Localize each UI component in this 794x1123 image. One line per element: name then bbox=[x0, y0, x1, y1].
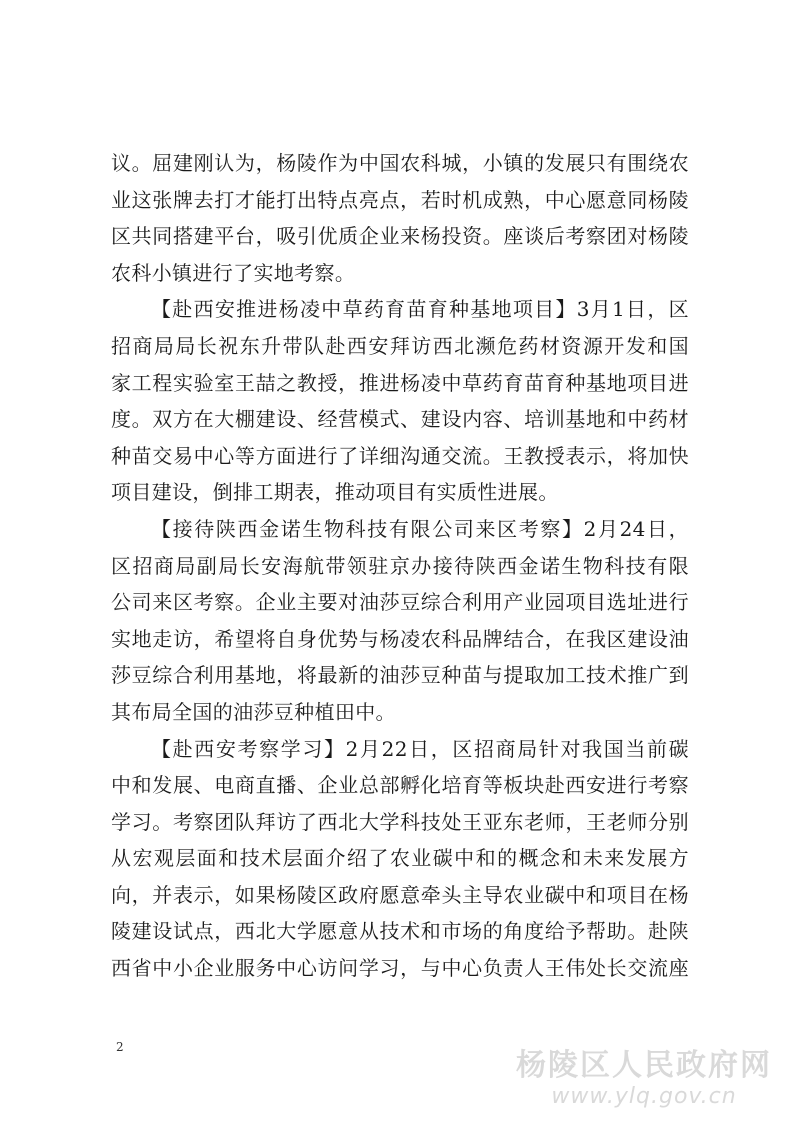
text-line: 种苗交易中心等方面进行了详细沟通交流。王教授表示，将加快 bbox=[111, 443, 689, 468]
text-line: 区共同搭建平台，吸引优质企业来杨投资。座谈后考察团对杨陵 bbox=[111, 224, 689, 249]
text-line: 莎豆综合利用基地，将最新的油莎豆种苗与提取加工技术推广到 bbox=[111, 663, 689, 688]
text-line: 从宏观层面和技术层面介绍了农业碳中和的概念和未来发展方 bbox=[111, 846, 689, 871]
text-line: 农科小镇进行了实地考察。 bbox=[111, 260, 356, 285]
text-line: 陵建设试点，西北大学愿意从技术和市场的角度给予帮助。赴陕 bbox=[111, 919, 689, 944]
text-line: 公司来区考察。企业主要对油莎豆综合利用产业园项目选址进行 bbox=[111, 590, 689, 615]
paragraph bbox=[111, 145, 689, 291]
text-line: 家工程实验室王喆之教授，推进杨凌中草药育苗育种基地项目进 bbox=[111, 370, 689, 395]
watermark-url: www.ylq.gov.cn bbox=[551, 1084, 737, 1109]
text-line: 【赴西安推进杨凌中草药育苗育种基地项目】3月1日，区 bbox=[151, 297, 689, 322]
text-line: 实地走访，希望将自身优势与杨凌农科品牌结合，在我区建设油 bbox=[111, 626, 689, 651]
text-line: 西省中小企业服务中心访问学习，与中心负责人王伟处长交流座 bbox=[111, 956, 689, 981]
text-line: 其布局全国的油莎豆种植田中。 bbox=[111, 699, 396, 724]
text-line: 向，并表示，如果杨陵区政府愿意牵头主导农业碳中和项目在杨 bbox=[111, 882, 689, 907]
site-watermark bbox=[516, 1048, 772, 1110]
text-line: 度。双方在大棚建设、经营模式、建设内容、培训基地和中药材 bbox=[111, 407, 689, 432]
watermark-title: 杨陵区人民政府网 bbox=[516, 1048, 772, 1083]
text-line: 【赴西安考察学习】2月22日，区招商局针对我国当前碳 bbox=[151, 736, 689, 761]
paragraph bbox=[111, 291, 689, 511]
text-line: 中和发展、电商直播、企业总部孵化培育等板块赴西安进行考察 bbox=[111, 773, 689, 798]
text-line: 【接待陕西金诺生物科技有限公司来区考察】2月24日， bbox=[151, 516, 689, 541]
paragraph bbox=[111, 731, 689, 987]
page-number: 2 bbox=[116, 1040, 124, 1054]
text-line: 学习。考察团队拜访了西北大学科技处王亚东老师，王老师分别 bbox=[111, 809, 689, 834]
text-line: 区招商局副局长安海航带领驻京办接待陕西金诺生物科技有限 bbox=[111, 553, 689, 578]
paragraph bbox=[111, 511, 689, 731]
text-line: 项目建设，倒排工期表，推动项目有实质性进展。 bbox=[111, 480, 559, 505]
text-line: 议。屈建刚认为，杨陵作为中国农科城，小镇的发展只有围绕农 bbox=[111, 151, 689, 175]
text-line: 业这张牌去打才能打出特点亮点，若时机成熟，中心愿意同杨陵 bbox=[111, 187, 689, 212]
text-line: 招商局局长祝东升带队赴西安拜访西北濒危药材资源开发和国 bbox=[111, 333, 689, 358]
document-body bbox=[111, 145, 689, 987]
